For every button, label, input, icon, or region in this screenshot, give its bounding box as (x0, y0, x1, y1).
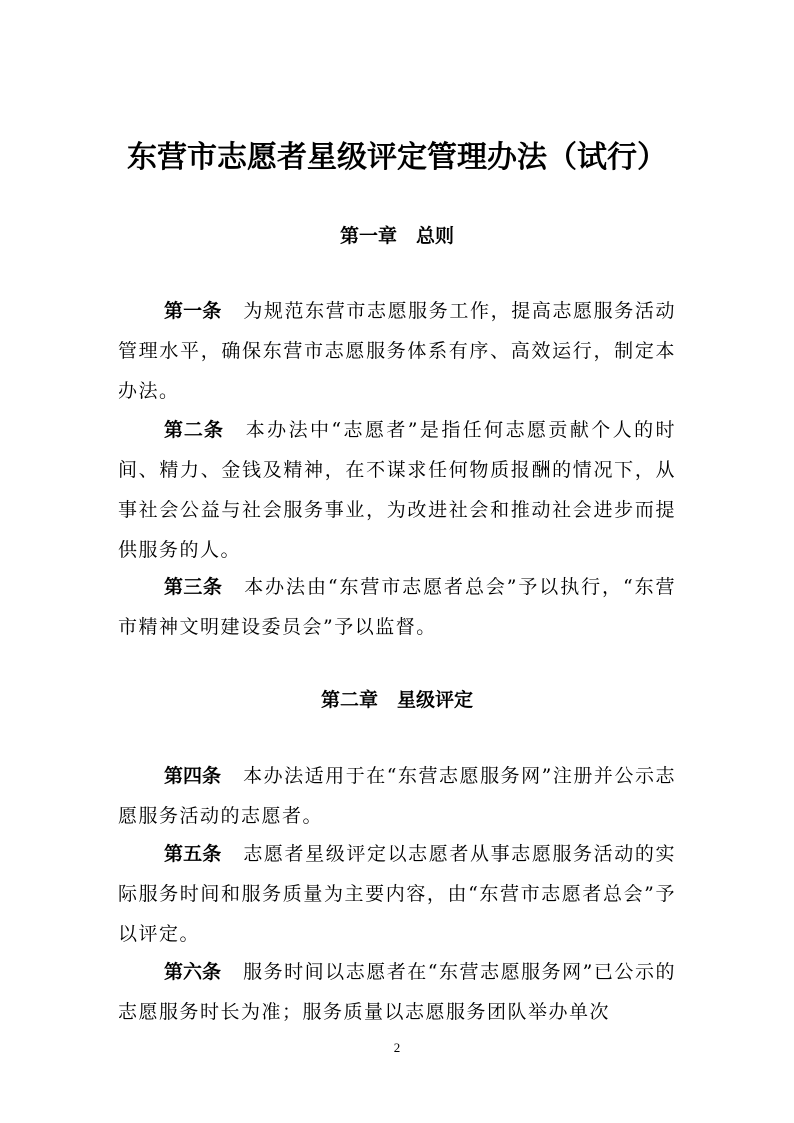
article-1 (118, 291, 676, 411)
article-number: 第六条 (164, 961, 222, 983)
article-5 (118, 834, 676, 954)
article-text: 服务时间以志愿者在“东营志愿服务网”已公示的志愿服务时长为准；服务质量以志愿服务团队举办单次 (118, 961, 676, 1023)
article-number: 第四条 (164, 765, 222, 787)
article-text: 本办法中“志愿者”是指任何志愿贡献个人的时间、精力、金钱及精神，在不谋求任何物质报酬的情况下，从事社会公益与社会服务事业，为改进社会和推动社会进步而提供服务的人。 (118, 419, 676, 561)
article-4 (118, 756, 676, 836)
article-6 (118, 952, 676, 1032)
chapter-heading-2: 第二章 星级评定 (320, 689, 473, 711)
article-number: 第二条 (164, 419, 224, 441)
article-text: 本办法适用于在“东营志愿服务网”注册并公示志愿服务活动的志愿者。 (118, 765, 676, 827)
article-number: 第五条 (164, 843, 222, 865)
chapter-heading-1: 第一章 总则 (339, 225, 454, 247)
article-3 (118, 567, 676, 647)
document-title: 东营市志愿者星级评定管理办法（试行） (127, 140, 667, 175)
article-text: 为规范东营市志愿服务工作，提高志愿服务活动管理水平，确保东营市志愿服务体系有序、高效运行，制定本办法。 (118, 300, 676, 402)
article-text: 本办法由“东营市志愿者总会”予以执行，“东营市精神文明建设委员会”予以监督。 (118, 576, 676, 638)
article-2 (118, 410, 676, 570)
article-number: 第三条 (164, 576, 223, 598)
page-number: 2 (393, 1040, 401, 1055)
article-text: 志愿者星级评定以志愿者从事志愿服务活动的实际服务时间和服务质量为主要内容，由“东营市志愿者总会”予以评定。 (118, 843, 676, 945)
article-number: 第一条 (164, 300, 222, 322)
